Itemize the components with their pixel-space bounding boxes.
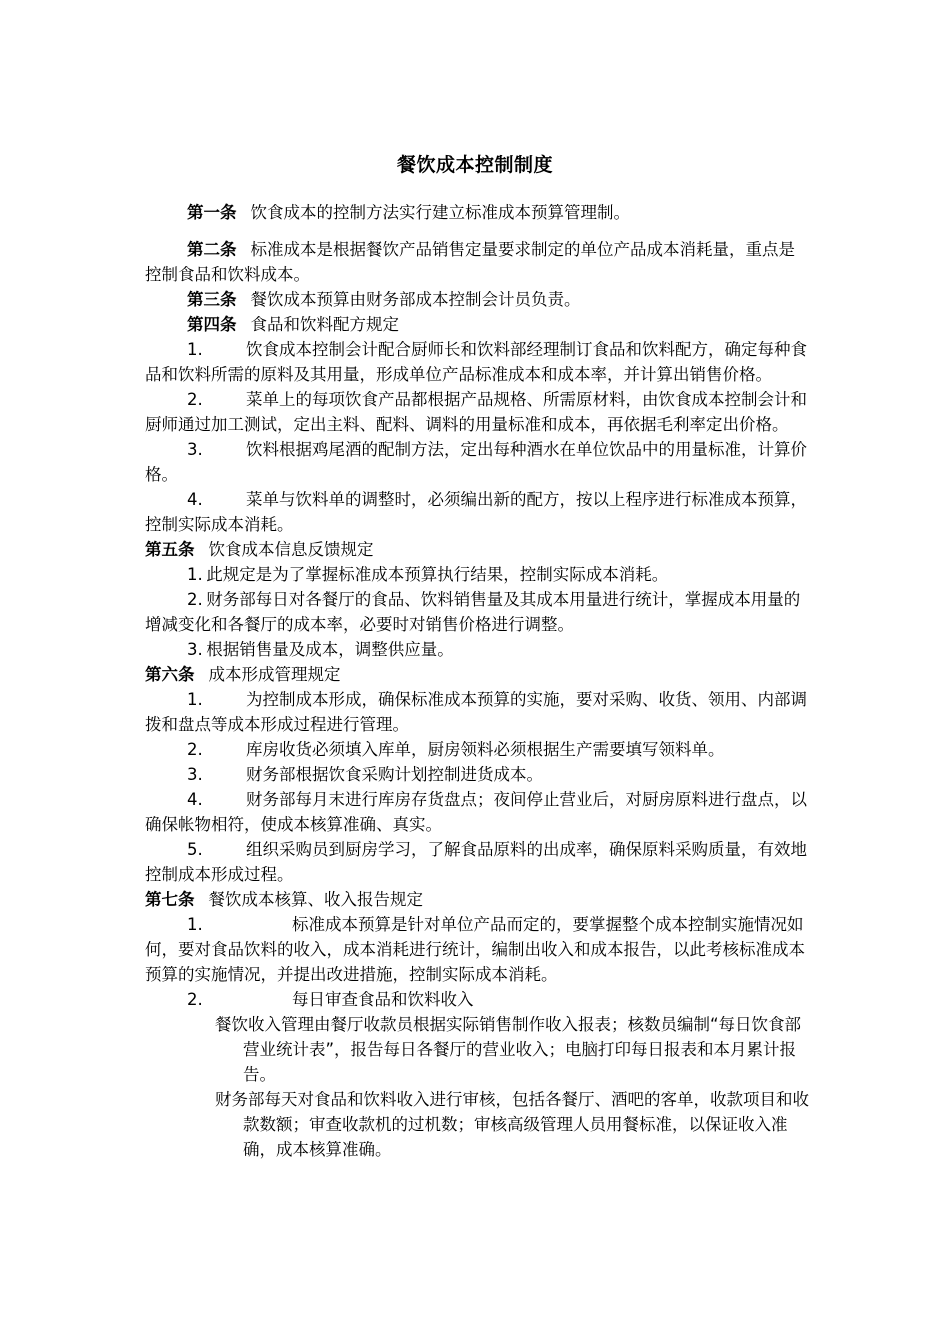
item-text: 标准成本预算是针对单位产品而定的，要掌握整个成本控制实施情况如何，要对食品饮料的收入，成本消耗进行统计，编制出收入和成本报告，以此考核标准成本预算的实施情况，并提出改进措施，控制实际成本消耗。 [145,915,805,984]
article-7-item-2 [145,987,810,1012]
article-6-item-5 [145,837,810,887]
item-text: 根据销售量及成本，调整供应量。 [206,640,454,659]
article-text: 食品和饮料配方规定 [250,315,399,334]
article-7 [145,887,810,912]
article-text: 饮食成本的控制方法实行建立标准成本预算管理制。 [250,203,630,222]
article-2 [145,237,810,287]
item-number: 1. [187,690,203,709]
item-number: 2. [187,390,203,409]
article-label: 第四条 [187,315,237,334]
document-body [145,200,810,1162]
article-label: 第二条 [187,240,237,259]
item-number: 3. [187,640,203,659]
article-label: 第五条 [145,540,195,559]
item-text: 为控制成本形成，确保标准成本预算的实施，要对采购、收货、领用、内部调拨和盘点等成本形成过程进行管理。 [145,690,807,734]
article-7-sub-1: 餐饮收入管理由餐厅收款员根据实际销售制作收入报表；核数员编制“每日饮食部营业统计表”，报告每日各餐厅的营业收入；电脑打印每日报表和本月累计报告。 [215,1015,802,1084]
item-number: 1. [187,340,203,359]
item-text: 饮料根据鸡尾酒的配制方法，定出每种酒水在单位饮品中的用量标准，计算价格。 [145,440,807,484]
item-number: 5. [187,840,203,859]
article-5-item-1 [145,562,810,587]
article-label: 第三条 [187,290,237,309]
item-text: 此规定是为了掌握标准成本预算执行结果，控制实际成本消耗。 [206,565,669,584]
item-text: 组织采购员到厨房学习，了解食品原料的出成率，确保原料采购质量，有效地控制成本形成过程。 [145,840,807,884]
article-text: 标准成本是根据餐饮产品销售定量要求制定的单位产品成本消耗量，重点是控制食品和饮料成本。 [145,240,795,284]
item-text: 财务部每月末进行库房存货盘点；夜间停止营业后，对厨房原料进行盘点，以确保帐物相符，使成本核算准确、真实。 [145,790,807,834]
article-6 [145,662,810,687]
item-text: 菜单与饮料单的调整时，必须编出新的配方，按以上程序进行标准成本预算，控制实际成本消耗。 [145,490,807,534]
article-4-item-2 [145,387,810,437]
article-5 [145,537,810,562]
article-4 [145,312,810,337]
item-text: 库房收货必须填入库单，厨房领料必须根据生产需要填写领料单。 [246,740,725,759]
item-number: 2. [187,740,203,759]
item-text: 饮食成本控制会计配合厨师长和饮料部经理制订食品和饮料配方，确定每种食品和饮料所需的原料及其用量，形成单位产品标准成本和成本率，并计算出销售价格。 [145,340,807,384]
item-number: 3. [187,765,203,784]
article-5-item-2 [145,587,810,637]
article-3 [145,287,810,312]
article-6-item-3 [145,762,810,787]
article-label: 第六条 [145,665,195,684]
article-7-sub-2: 财务部每天对食品和饮料收入进行审核，包括各餐厅、酒吧的客单，收款项目和收款数额；审查收款机的过机数；审核高级管理人员用餐标准，以保证收入准确，成本核算准确。 [215,1090,809,1159]
item-number: 3. [187,440,203,459]
article-4-item-1 [145,337,810,387]
item-number: 2. [187,990,203,1009]
item-number: 1. [187,915,203,934]
item-text: 财务部每日对各餐厅的食品、饮料销售量及其成本用量进行统计，掌握成本用量的增减变化和各餐厅的成本率，必要时对销售价格进行调整。 [145,590,801,634]
article-4-item-3 [145,437,810,487]
item-number: 4. [187,790,203,809]
item-text: 财务部根据饮食采购计划控制进货成本。 [246,765,543,784]
article-text: 成本形成管理规定 [208,665,341,684]
item-number: 2. [187,590,203,609]
article-label: 第七条 [145,890,195,909]
item-number: 1. [187,565,203,584]
article-4-item-4 [145,487,810,537]
article-text: 餐饮成本预算由财务部成本控制会计员负责。 [250,290,581,309]
article-7-item-1 [145,912,810,987]
article-6-item-4 [145,787,810,837]
article-text: 饮食成本信息反馈规定 [208,540,374,559]
item-text: 每日审查食品和饮料收入 [292,990,474,1009]
item-number: 4. [187,490,203,509]
document-title: 餐饮成本控制制度 [396,154,553,176]
article-5-item-3 [145,637,810,662]
article-1 [145,200,810,225]
article-6-item-1 [145,687,810,737]
article-6-item-2 [145,737,810,762]
article-text: 餐饮成本核算、收入报告规定 [208,890,423,909]
article-label: 第一条 [187,203,237,222]
item-text: 菜单上的每项饮食产品都根据产品规格、所需原材料，由饮食成本控制会计和厨师通过加工测试，定出主料、配料、调料的用量标准和成本，再依据毛利率定出价格。 [145,390,807,434]
